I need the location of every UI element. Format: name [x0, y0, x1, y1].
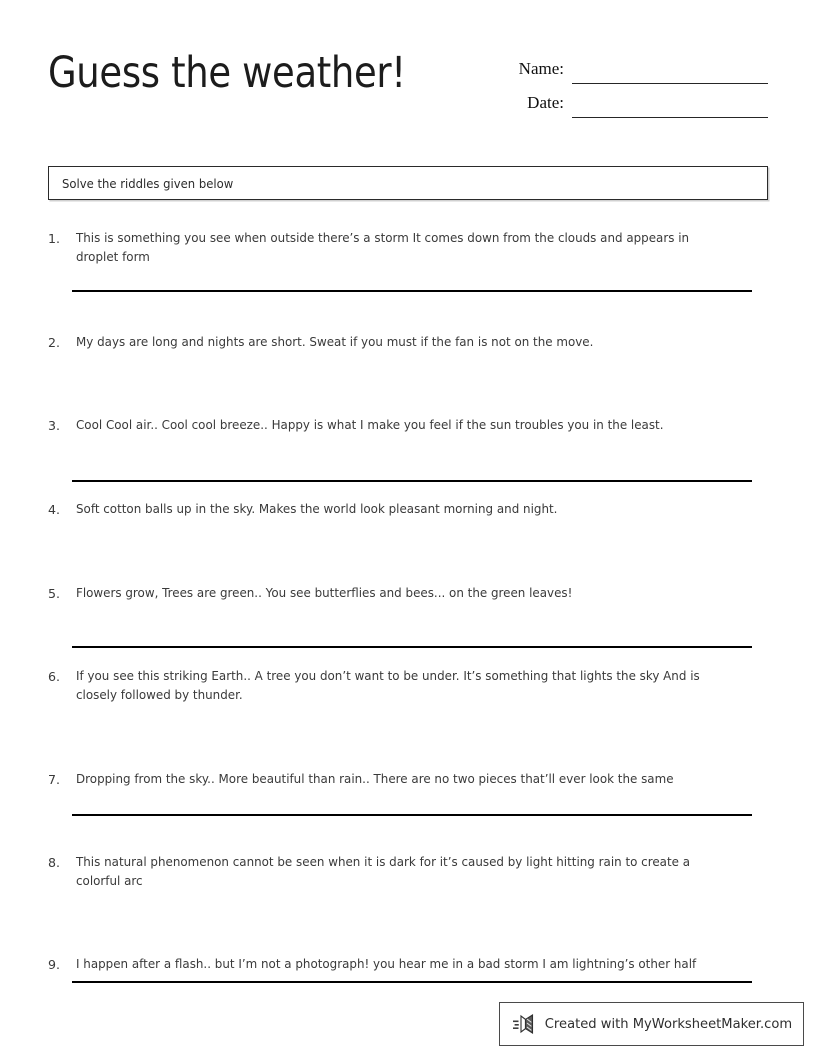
name-date-block — [500, 50, 768, 118]
question-item — [48, 852, 768, 890]
question-number: 3. — [48, 418, 61, 433]
answer-line[interactable] — [72, 646, 752, 648]
answer-line[interactable] — [72, 814, 752, 816]
question-row — [48, 852, 768, 890]
question-item — [48, 332, 768, 352]
question-text: I happen after a flash.. but I’m not a photograph! you hear me in a bad storm I am lightning’s other half — [76, 956, 697, 971]
question-text: This is something you see when outside there’s a storm It comes down from the clouds and appears in droplet form — [76, 230, 690, 264]
question-text: This natural phenomenon cannot be seen when it is dark for it’s caused by light hitting rain to create a colorful arc — [76, 854, 691, 888]
question-row — [48, 583, 768, 603]
worksheet-maker-badge[interactable] — [499, 1002, 804, 1046]
page-title: Guess the weather! — [48, 48, 406, 98]
question-row — [48, 415, 768, 435]
instruction-text: Solve the riddles given below — [62, 175, 234, 191]
question-text: Cool Cool air.. Cool cool breeze.. Happy is what I make you feel if the sun troubles you in the least. — [76, 417, 664, 432]
question-number: 5. — [48, 586, 61, 601]
question-item — [48, 415, 768, 435]
name-input-line[interactable] — [572, 57, 768, 84]
question-item — [48, 583, 768, 603]
question-number: 1. — [48, 231, 61, 246]
question-row — [48, 954, 768, 974]
worksheet-maker-logo-icon — [512, 1011, 538, 1037]
answer-line[interactable] — [72, 290, 752, 292]
instruction-box — [48, 166, 768, 200]
question-text: My days are long and nights are short. Sweat if you must if the fan is not on the move. — [76, 334, 594, 349]
question-row — [48, 666, 768, 704]
question-number: 4. — [48, 502, 61, 517]
question-number: 6. — [48, 669, 61, 684]
name-row — [500, 50, 768, 84]
question-text: If you see this striking Earth.. A tree you don’t want to be under. It’s something that lights the sky And is closely followed by thunder. — [76, 668, 700, 702]
question-text: Flowers grow, Trees are green.. You see butterflies and bees... on the green leaves! — [76, 585, 573, 600]
date-label: Date: — [527, 93, 564, 112]
badge-label: Created with MyWorksheetMaker.com — [544, 1016, 793, 1032]
question-item — [48, 954, 768, 974]
question-item — [48, 769, 768, 789]
question-item — [48, 499, 768, 519]
question-text: Soft cotton balls up in the sky. Makes the world look pleasant morning and night. — [76, 501, 558, 516]
question-number: 9. — [48, 957, 61, 972]
question-item — [48, 666, 768, 704]
question-text: Dropping from the sky.. More beautiful than rain.. There are no two pieces that’ll ever look the same — [76, 771, 674, 786]
question-number: 8. — [48, 855, 61, 870]
name-label: Name: — [518, 59, 564, 78]
question-row — [48, 332, 768, 352]
worksheet-header — [48, 44, 768, 128]
date-input-line[interactable] — [572, 91, 768, 118]
answer-line[interactable] — [72, 480, 752, 482]
question-row — [48, 499, 768, 519]
question-row — [48, 228, 768, 266]
date-row — [500, 84, 768, 118]
question-number: 7. — [48, 772, 61, 787]
question-row — [48, 769, 768, 789]
question-item — [48, 228, 768, 266]
question-number: 2. — [48, 335, 61, 350]
answer-line[interactable] — [72, 981, 752, 983]
